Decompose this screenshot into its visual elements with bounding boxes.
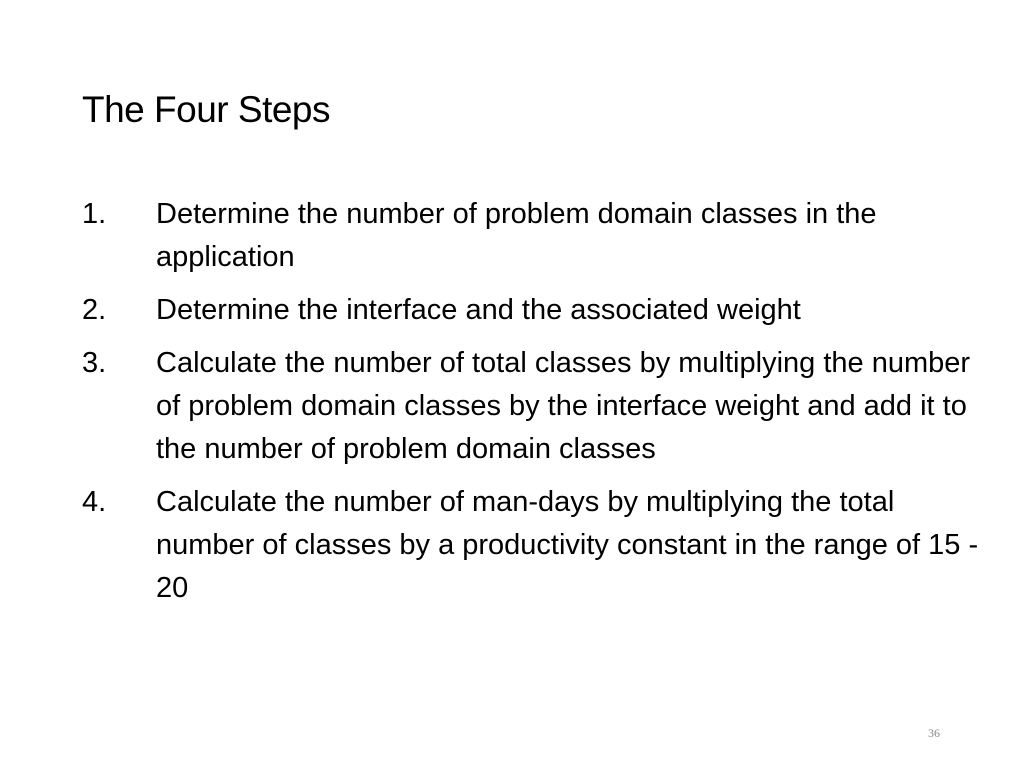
step-number: 2.	[82, 294, 107, 326]
step-item-1	[82, 193, 992, 279]
step-text: Determine the interface and the associated weight	[156, 294, 801, 326]
step-number: 4.	[82, 486, 107, 518]
step-number: 1.	[82, 198, 107, 230]
slide-title: The Four Steps	[82, 89, 331, 130]
step-item-4	[82, 481, 992, 610]
step-text: Determine the number of problem domain classes in the application	[156, 198, 877, 273]
step-number: 3.	[82, 347, 107, 379]
step-text: Calculate the number of man-days by multiplying the total number of classes by a productivity constant in the range of 15 - 20	[156, 486, 979, 604]
step-text: Calculate the number of total classes by multiplying the number of problem domain classes by the interface weight and add it to the number of problem domain classes	[156, 347, 971, 465]
page-number: 36	[928, 726, 940, 740]
step-item-3	[82, 342, 992, 471]
steps-list	[82, 193, 992, 620]
step-item-2	[82, 289, 992, 332]
